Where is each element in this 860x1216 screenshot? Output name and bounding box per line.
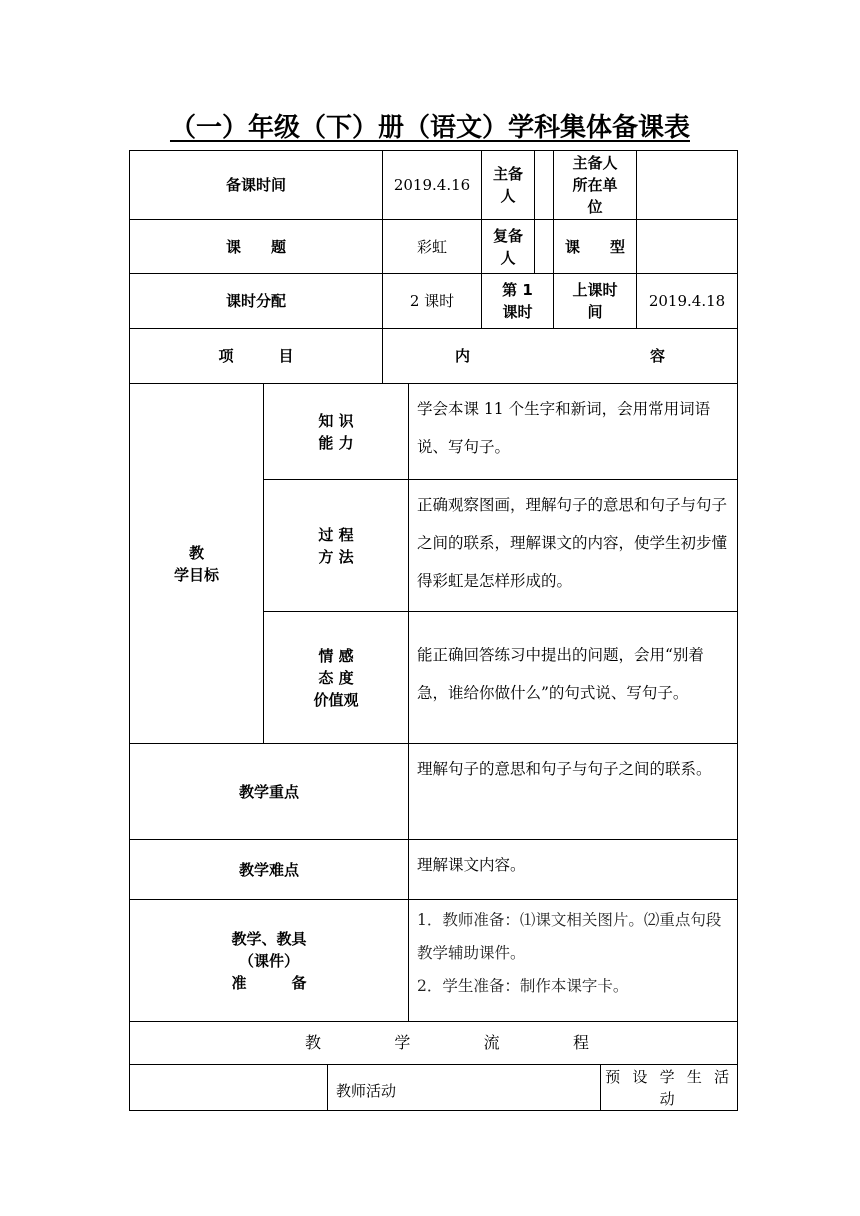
flow-char-4: 程 xyxy=(572,1033,589,1052)
flow-char-2: 学 xyxy=(394,1033,411,1052)
teaching-flow-title xyxy=(129,1021,738,1065)
lesson-title-value: 彩虹 xyxy=(382,219,482,274)
flow-char-3: 流 xyxy=(483,1033,500,1052)
prep-time-label: 备课时间 xyxy=(129,150,383,220)
lead-unit-label: 主备人 所在单 位 xyxy=(553,150,637,220)
difficulties-label: 教学难点 xyxy=(129,839,409,900)
knowledge-text: 学会本课 11 个生字和新词，会用常用词语说、写句子。 xyxy=(408,383,738,480)
class-time-value: 2019.4.18 xyxy=(636,273,738,329)
period-allocation-value: 2 课时 xyxy=(382,273,482,329)
knowledge-label: 知 识 能 力 xyxy=(263,383,409,480)
teacher-activity-header: 教师活动 xyxy=(327,1064,601,1111)
period-allocation-label: 课时分配 xyxy=(129,273,383,329)
co-preparer-label: 复备 人 xyxy=(481,219,535,274)
flow-char-1: 教 xyxy=(305,1033,322,1052)
difficulties-text: 理解课文内容。 xyxy=(408,839,738,900)
key-points-label: 教学重点 xyxy=(129,743,409,840)
page-title: （一）年级（下）册（语文）学科集体备课表 xyxy=(169,113,690,143)
preparation-line-1: 1．教师准备：⑴课文相关图片。⑵重点句段教学辅助课件。 xyxy=(417,911,722,962)
preparation-label: 教学、教具 （课件） 准 备 xyxy=(129,899,409,1022)
lesson-title-label: 课 题 xyxy=(129,219,383,274)
current-period: 第 1 课时 xyxy=(481,273,554,329)
content-header xyxy=(382,328,738,384)
student-activity-header: 预 设 学 生 活 动 xyxy=(600,1064,738,1111)
flow-blank-column xyxy=(129,1064,328,1111)
co-preparer-value xyxy=(534,219,554,274)
key-points-text: 理解句子的意思和句子与句子之间的联系。 xyxy=(408,743,738,840)
emotion-text: 能正确回答练习中提出的问题，会用“别着急，谁给你做什么”的句式说、写句子。 xyxy=(408,611,738,744)
lesson-type-value xyxy=(636,219,738,274)
process-text: 正确观察图画，理解句子的意思和句子与句子之间的联系，理解课文的内容，使学生初步懂得彩虹是怎样形成的。 xyxy=(408,479,738,612)
lead-preparer-value xyxy=(534,150,554,220)
content-header-right: 容 xyxy=(649,347,665,365)
objectives-label: 教 学目标 xyxy=(129,383,264,744)
class-time-label: 上课时 间 xyxy=(553,273,637,329)
lead-preparer-label: 主备 人 xyxy=(481,150,535,220)
content-header-left: 内 xyxy=(455,347,471,365)
preparation-text xyxy=(408,899,738,1022)
lead-unit-value xyxy=(636,150,738,220)
prep-time-value: 2019.4.16 xyxy=(382,150,482,220)
emotion-label: 情 感 态 度 价值观 xyxy=(263,611,409,744)
process-label: 过 程 方 法 xyxy=(263,479,409,612)
lesson-type-label: 课 型 xyxy=(553,219,637,274)
preparation-line-2: 2．学生准备：制作本课字卡。 xyxy=(417,977,629,995)
item-header: 项 目 xyxy=(129,328,383,384)
